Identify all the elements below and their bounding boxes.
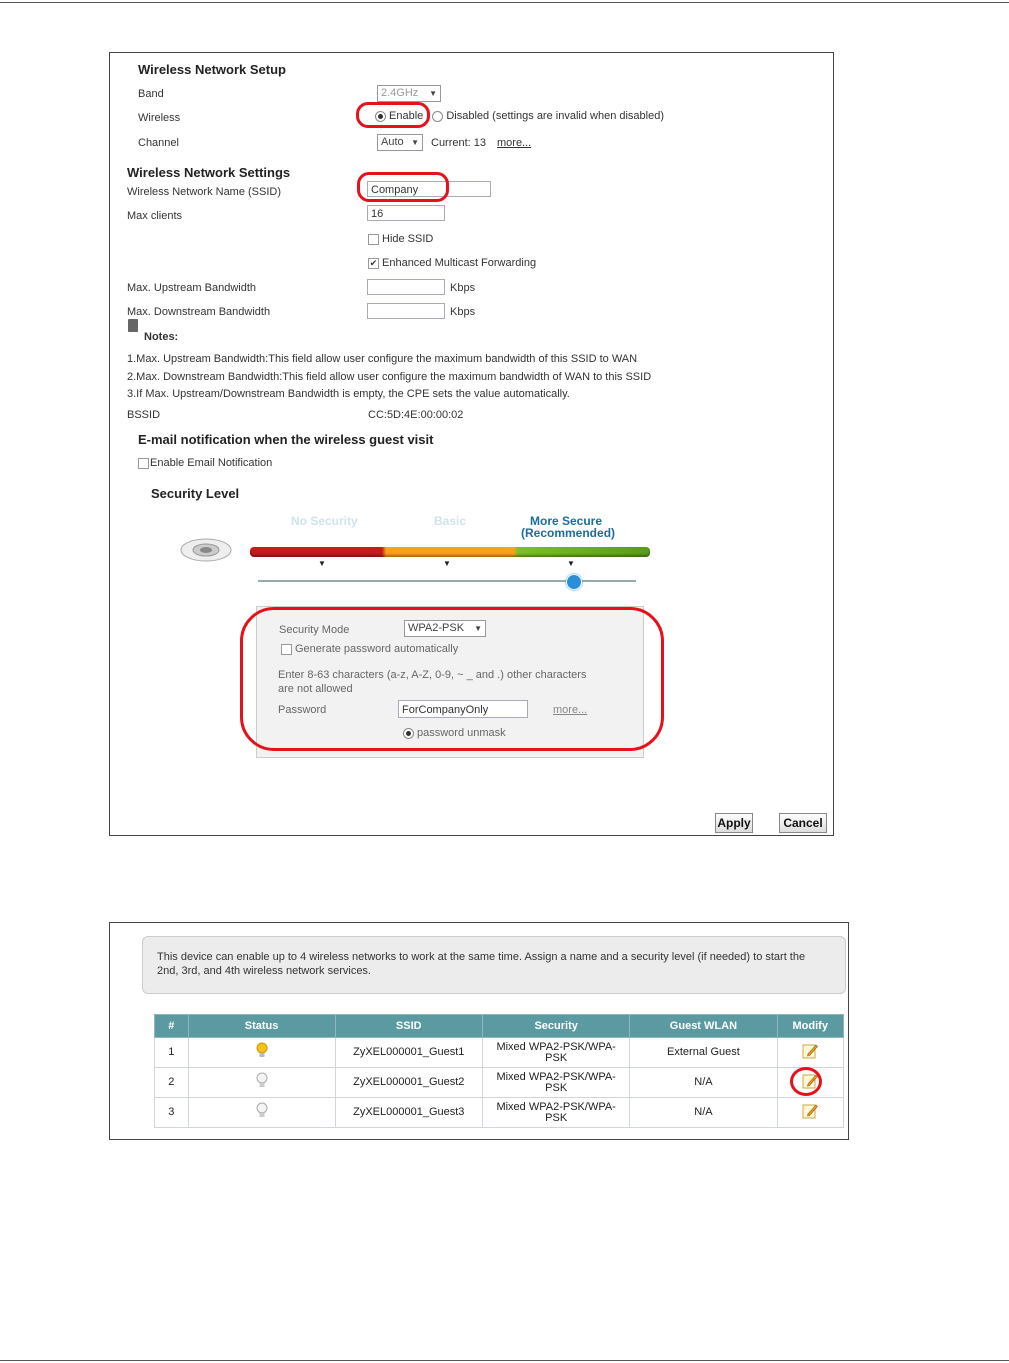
status-cell — [188, 1038, 335, 1068]
col-header-ssid: SSID — [335, 1015, 482, 1038]
security-cell — [482, 1068, 629, 1098]
guest-wlan-cell: N/A — [630, 1098, 777, 1128]
bottom-rule — [0, 1360, 1009, 1361]
tick-marker-3: ▼ — [567, 559, 575, 568]
bssid-label: BSSID — [127, 409, 161, 421]
note-1: 1.Max. Upstream Bandwidth:This field allow user configure the maximum bandwidth of this SSID to WAN — [127, 353, 638, 365]
guest-wlan-table — [154, 1014, 844, 1128]
chevron-down-icon: ▼ — [411, 138, 419, 147]
status-cell — [188, 1068, 335, 1098]
hide-ssid-checkbox[interactable] — [368, 234, 379, 245]
security-line-2: PSK — [545, 1081, 568, 1094]
ssid-input[interactable]: Company — [367, 181, 491, 197]
security-line-1: Mixed WPA2-PSK/WPA- — [496, 1040, 616, 1053]
multicast-row — [368, 257, 536, 269]
security-cell — [482, 1098, 629, 1128]
table-row — [155, 1038, 844, 1068]
channel-select[interactable] — [377, 134, 423, 151]
max-clients-label: Max clients — [127, 210, 183, 222]
wireless-label: Wireless — [138, 112, 181, 124]
security-line-2: PSK — [545, 1051, 568, 1064]
modify-highlight-circle — [790, 1067, 822, 1096]
edit-icon[interactable] — [802, 1103, 818, 1119]
security-mode-label: Security Mode — [279, 624, 350, 636]
enable-label: Enable — [389, 110, 424, 122]
table-header-row — [155, 1015, 844, 1038]
disabled-label: Disabled (settings are invalid when disabled) — [446, 110, 665, 122]
level-more-secure[interactable]: More Secure — [530, 514, 603, 528]
password-input[interactable]: ForCompanyOnly — [398, 700, 528, 718]
bssid-value: CC:5D:4E:00:00:02 — [368, 409, 464, 421]
col-header-status: Status — [188, 1015, 335, 1038]
cancel-button[interactable]: Cancel — [779, 813, 827, 833]
guest-wlan-cell: N/A — [630, 1068, 777, 1098]
security-line-1: Mixed WPA2-PSK/WPA- — [496, 1070, 616, 1083]
email-notify-label: Enable Email Notification — [150, 457, 273, 469]
modify-cell — [777, 1038, 844, 1068]
note-3: 3.If Max. Upstream/Downstream Bandwidth is empty, the CPE sets the value automatically. — [127, 388, 570, 400]
security-mode-value: WPA2-PSK — [408, 622, 465, 634]
current-channel-text: Current: 13 — [431, 137, 487, 149]
password-more-link[interactable]: more... — [553, 704, 588, 716]
table-row — [155, 1098, 844, 1128]
status-cell — [188, 1098, 335, 1128]
security-cell — [482, 1038, 629, 1068]
tick-marker-2: ▼ — [443, 559, 451, 568]
bulb-off-icon — [255, 1072, 269, 1090]
ssid-highlight-circle — [357, 172, 449, 202]
downstream-input[interactable] — [367, 303, 445, 319]
row-number: 2 — [155, 1068, 189, 1098]
security-level-heading: Security Level — [151, 486, 240, 501]
channel-more-link[interactable]: more... — [497, 137, 532, 149]
band-value: 2.4GHz — [381, 87, 419, 99]
col-header-guest-wlan: Guest WLAN — [630, 1015, 777, 1038]
upstream-unit: Kbps — [450, 282, 476, 294]
password-hint-1: Enter 8-63 characters (a-z, A-Z, 0-9, ~ _ and .) other characters — [278, 669, 587, 681]
email-notify-checkbox[interactable] — [138, 458, 149, 469]
note-2: 2.Max. Downstream Bandwidth:This field allow user configure the maximum bandwidth of WAN to this SSID — [127, 371, 652, 383]
info-text: This device can enable up to 4 wireless networks to work at the same time. Assign a name and a security level (if needed) to start the 2nd, 3rd, and 4th wireless network services. — [157, 951, 806, 977]
email-notify-row — [138, 457, 272, 469]
table-row — [155, 1068, 844, 1098]
row-number: 1 — [155, 1038, 189, 1068]
multicast-checkbox[interactable]: ✔ — [369, 257, 378, 268]
edit-icon[interactable] — [802, 1043, 818, 1059]
unmask-label: password unmask — [417, 727, 506, 739]
modify-cell — [777, 1098, 844, 1128]
notes-icon — [128, 319, 138, 332]
level-no-security[interactable]: No Security — [291, 514, 358, 528]
channel-label: Channel — [138, 137, 179, 149]
password-hint-2: are not allowed — [278, 683, 353, 695]
password-label: Password — [278, 704, 327, 716]
ssid-cell: ZyXEL000001_Guest2 — [335, 1068, 482, 1098]
band-select[interactable] — [377, 85, 441, 102]
downstream-unit: Kbps — [450, 306, 476, 318]
upstream-input[interactable] — [367, 279, 445, 295]
lock-icon — [180, 531, 236, 567]
hide-ssid-row — [368, 233, 433, 245]
level-basic[interactable]: Basic — [434, 514, 467, 528]
ssid-label: Wireless Network Name (SSID) — [127, 186, 282, 198]
ssid-cell: ZyXEL000001_Guest1 — [335, 1038, 482, 1068]
security-slider-knob[interactable] — [566, 574, 582, 590]
level-recommended: (Recommended) — [521, 526, 616, 540]
chevron-down-icon: ▼ — [474, 624, 482, 633]
max-clients-input[interactable]: 16 — [367, 205, 445, 221]
enable-highlight-circle — [356, 102, 430, 128]
hide-ssid-label: Hide SSID — [382, 233, 434, 245]
disabled-radio[interactable] — [432, 111, 443, 122]
tick-marker-1: ▼ — [318, 559, 326, 568]
generate-password-label: Generate password automatically — [295, 643, 459, 655]
notes-label: Notes: — [144, 331, 179, 343]
col-header-modify: Modify — [777, 1015, 844, 1038]
top-rule — [0, 2, 1009, 3]
security-highlight-circle — [240, 607, 664, 751]
apply-button[interactable]: Apply — [715, 813, 753, 833]
downstream-label: Max. Downstream Bandwidth — [127, 306, 271, 318]
wireless-settings-heading: Wireless Network Settings — [127, 165, 291, 180]
row-number: 3 — [155, 1098, 189, 1128]
wireless-setup-heading: Wireless Network Setup — [138, 62, 286, 77]
band-label: Band — [138, 88, 164, 100]
ssid-cell: ZyXEL000001_Guest3 — [335, 1098, 482, 1128]
bulb-off-icon — [255, 1102, 269, 1120]
col-header-security: Security — [482, 1015, 629, 1038]
security-line-2: PSK — [545, 1111, 568, 1124]
guest-wlan-cell: External Guest — [630, 1038, 777, 1068]
channel-value: Auto — [381, 136, 404, 148]
security-line-1: Mixed WPA2-PSK/WPA- — [496, 1100, 616, 1113]
chevron-down-icon: ▼ — [429, 89, 437, 98]
multicast-label: Enhanced Multicast Forwarding — [382, 257, 537, 269]
upstream-label: Max. Upstream Bandwidth — [127, 282, 256, 294]
bulb-on-icon — [255, 1042, 269, 1060]
security-level-bar — [250, 547, 650, 557]
email-heading: E-mail notification when the wireless guest visit — [138, 432, 434, 447]
col-header-number: # — [155, 1015, 189, 1038]
